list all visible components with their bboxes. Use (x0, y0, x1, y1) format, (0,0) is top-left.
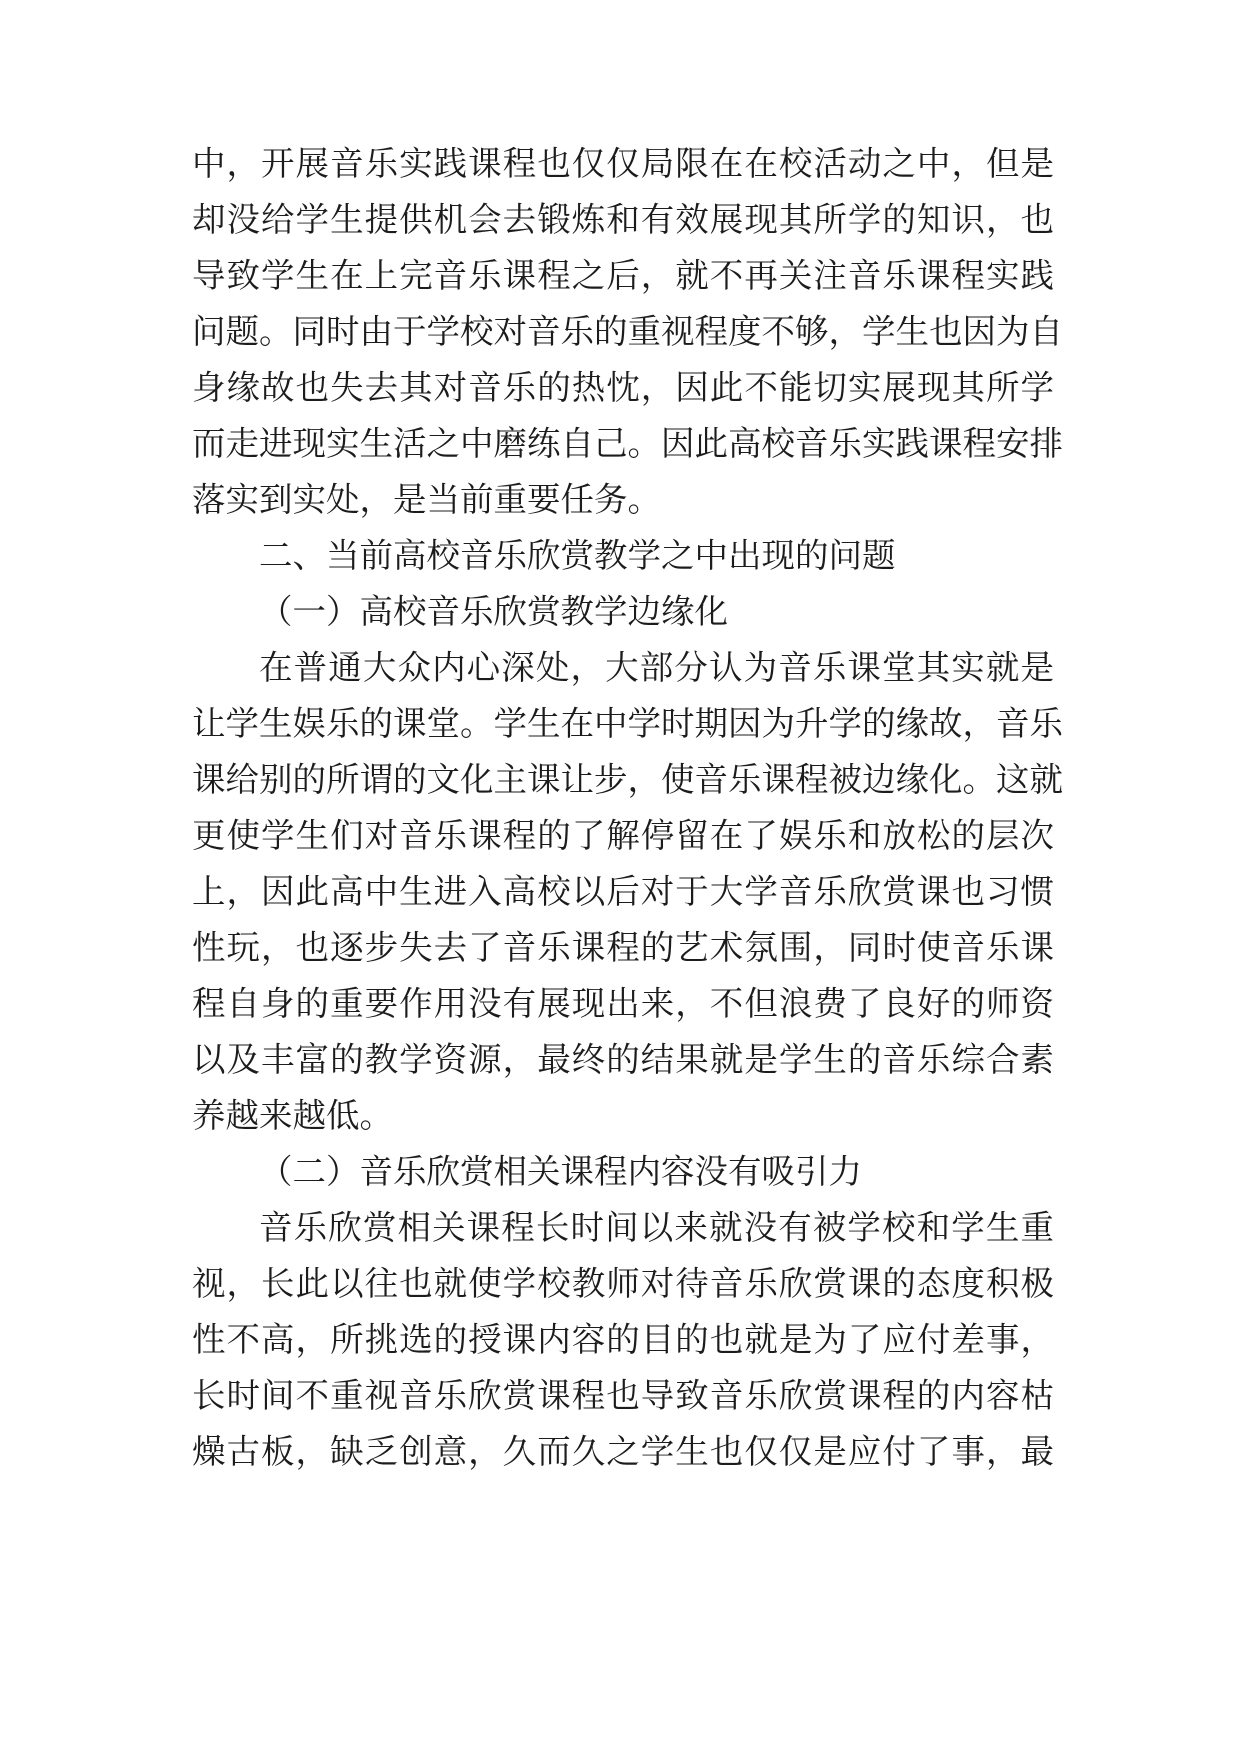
text-line: 导致学生在上完音乐课程之后，就不再关注音乐课程实践 (192, 256, 1054, 295)
section-heading: 二、当前高校音乐欣赏教学之中出现的问题 (259, 536, 896, 575)
text-line: 音乐欣赏相关课程长时间以来就没有被学校和学生重 (259, 1208, 1054, 1247)
text-line: 视，长此以往也就使学校教师对待音乐欣赏课的态度积极 (192, 1264, 1054, 1303)
subsection-heading: （二）音乐欣赏相关课程内容没有吸引力 (259, 1152, 862, 1191)
text-line: 养越来越低。 (192, 1096, 393, 1135)
text-line: 让学生娱乐的课堂。学生在中学时期因为升学的缘故，音乐 (192, 704, 1063, 743)
text-line: 问题。同时由于学校对音乐的重视程度不够，学生也因为自 (192, 312, 1063, 351)
subsection-heading: （一）高校音乐欣赏教学边缘化 (259, 592, 728, 631)
text-line: 身缘故也失去其对音乐的热忱，因此不能切实展现其所学 (192, 368, 1054, 407)
text-line: 性玩，也逐步失去了音乐课程的艺术氛围，同时使音乐课 (192, 928, 1054, 967)
text-line: 课给别的所谓的文化主课让步，使音乐课程被边缘化。这就 (192, 760, 1063, 799)
text-line: 燥古板，缺乏创意，久而久之学生也仅仅是应付了事，最 (192, 1432, 1054, 1471)
text-line: 更使学生们对音乐课程的了解停留在了娱乐和放松的层次 (192, 816, 1054, 855)
text-line: 长时间不重视音乐欣赏课程也导致音乐欣赏课程的内容枯 (192, 1376, 1054, 1415)
text-line: 却没给学生提供机会去锻炼和有效展现其所学的知识，也 (192, 200, 1054, 239)
text-line: 上，因此高中生进入高校以后对于大学音乐欣赏课也习惯 (192, 872, 1054, 911)
text-line: 落实到实处，是当前重要任务。 (192, 480, 661, 519)
text-line: 而走进现实生活之中磨练自己。因此高校音乐实践课程安排 (192, 424, 1063, 463)
text-line: 性不高，所挑选的授课内容的目的也就是为了应付差事， (192, 1320, 1054, 1359)
text-line: 程自身的重要作用没有展现出来，不但浪费了良好的师资 (192, 984, 1054, 1023)
text-line: 中，开展音乐实践课程也仅仅局限在在校活动之中，但是 (192, 144, 1054, 183)
text-line: 在普通大众内心深处，大部分认为音乐课堂其实就是 (259, 648, 1054, 687)
text-line: 以及丰富的教学资源，最终的结果就是学生的音乐综合素 (192, 1040, 1054, 1079)
